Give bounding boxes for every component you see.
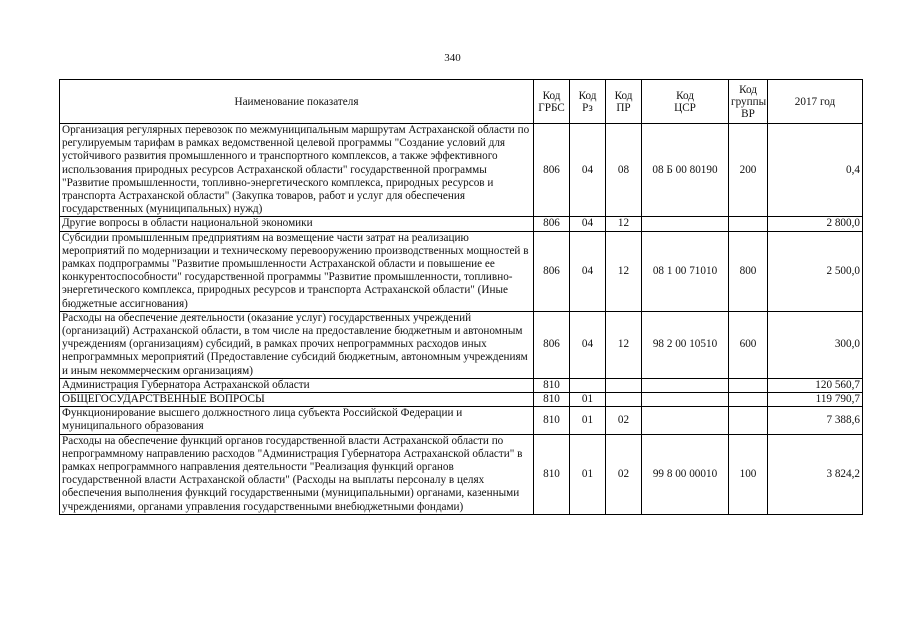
cell-name: Организация регулярных перевозок по межмуниципальным маршрутам Астраханской области по регулируемым тарифам в рамках ведомственной целевой программы "Создание условий для устойчивого развития промышленного и транспортного комплексов, а также эффективного использования природных ресурсов Астраханской области" государственной программы "Развитие промышленности, топливно-энергетического комплекса, природных ресурсов и транспорта Астраханской области" (Закупка товаров, работ и услуг для обеспечения государственных (муниципальных) нужд): [60, 124, 534, 217]
cell-amount: 7 388,6: [768, 407, 863, 434]
cell-csr: 98 2 00 10510: [642, 311, 729, 378]
budget-table: [59, 79, 863, 515]
cell-csr: [642, 393, 729, 407]
cell-name: Расходы на обеспечение функций органов государственной власти Астраханской области по непрограммному направлению расходов "Администрация Губернатора Астраханской области" в рамках непрограммного направления деятельности "Реализация функций органов государственной власти Астраханской области" (Расходы на выплаты персоналу в целях обеспечения выполнения функций государственными (муниципальными) органами, казенными учреждениями, органами управления государственными внебюджетными фондами): [60, 434, 534, 514]
cell-rz: [570, 378, 606, 392]
cell-grbs: 810: [534, 393, 570, 407]
header-csr: Код ЦСР: [642, 80, 729, 124]
cell-vr: 200: [729, 124, 768, 217]
cell-amount: 119 790,7: [768, 393, 863, 407]
cell-rz: 04: [570, 217, 606, 231]
cell-grbs: 806: [534, 217, 570, 231]
cell-amount: 2 800,0: [768, 217, 863, 231]
cell-pr: 02: [606, 407, 642, 434]
cell-rz: 01: [570, 434, 606, 514]
cell-vr: 800: [729, 231, 768, 311]
table-body: [60, 124, 863, 515]
table-row: [60, 407, 863, 434]
cell-rz: 04: [570, 231, 606, 311]
cell-rz: 01: [570, 407, 606, 434]
header-name: Наименование показателя: [60, 80, 534, 124]
cell-csr: 08 1 00 71010: [642, 231, 729, 311]
cell-csr: [642, 407, 729, 434]
cell-vr: [729, 378, 768, 392]
cell-name: Администрация Губернатора Астраханской области: [60, 378, 534, 392]
cell-rz: 04: [570, 124, 606, 217]
header-pr: Код ПР: [606, 80, 642, 124]
cell-pr: [606, 378, 642, 392]
cell-grbs: 806: [534, 311, 570, 378]
cell-csr: 99 8 00 00010: [642, 434, 729, 514]
header-grbs: Код ГРБС: [534, 80, 570, 124]
cell-pr: 12: [606, 231, 642, 311]
cell-vr: [729, 393, 768, 407]
cell-csr: 08 Б 00 80190: [642, 124, 729, 217]
table-row: [60, 311, 863, 378]
cell-rz: 01: [570, 393, 606, 407]
cell-vr: [729, 217, 768, 231]
table-row: [60, 378, 863, 392]
cell-pr: [606, 393, 642, 407]
table-row: [60, 393, 863, 407]
table-row: [60, 217, 863, 231]
header-rz: Код Рз: [570, 80, 606, 124]
cell-grbs: 810: [534, 434, 570, 514]
cell-name: ОБЩЕГОСУДАРСТВЕННЫЕ ВОПРОСЫ: [60, 393, 534, 407]
cell-name: Другие вопросы в области национальной экономики: [60, 217, 534, 231]
cell-pr: 12: [606, 217, 642, 231]
cell-grbs: 806: [534, 231, 570, 311]
cell-grbs: 810: [534, 407, 570, 434]
cell-grbs: 806: [534, 124, 570, 217]
cell-name: Расходы на обеспечение деятельности (оказание услуг) государственных учреждений (организаций) Астраханской области, в том числе на предоставление бюджетным и автономным учреждениям (организациям) субсидий, в рамках прочих непрограммных расходов иных непрограммных мероприятий (Предоставление субсидий бюджетным, автономным учреждениям и иным некоммерческим организациям): [60, 311, 534, 378]
cell-pr: 12: [606, 311, 642, 378]
cell-name: Функционирование высшего должностного лица субъекта Российской Федерации и муниципального образования: [60, 407, 534, 434]
header-vr: Код группы ВР: [729, 80, 768, 124]
cell-amount: 120 560,7: [768, 378, 863, 392]
cell-amount: 300,0: [768, 311, 863, 378]
cell-csr: [642, 378, 729, 392]
page-number: 340: [444, 52, 461, 64]
header-year: 2017 год: [768, 80, 863, 124]
table-row: [60, 434, 863, 514]
cell-pr: 08: [606, 124, 642, 217]
cell-vr: 600: [729, 311, 768, 378]
cell-rz: 04: [570, 311, 606, 378]
cell-name: Субсидии промышленным предприятиям на возмещение части затрат на реализацию мероприятий по модернизации и техническому перевооружению производственных мощностей в рамках подпрограммы "Развитие промышленности Астраханской области и повышение ее конкурентоспособности" государственной программы "Развитие промышленности, топливно-энергетического комплекса, природных ресурсов и транспорта Астраханской области" (Иные бюджетные ассигнования): [60, 231, 534, 311]
cell-vr: 100: [729, 434, 768, 514]
table-header-row: [60, 80, 863, 124]
cell-amount: 0,4: [768, 124, 863, 217]
cell-amount: 2 500,0: [768, 231, 863, 311]
cell-pr: 02: [606, 434, 642, 514]
cell-csr: [642, 217, 729, 231]
table-row: [60, 231, 863, 311]
table-row: [60, 124, 863, 217]
cell-amount: 3 824,2: [768, 434, 863, 514]
cell-grbs: 810: [534, 378, 570, 392]
cell-vr: [729, 407, 768, 434]
